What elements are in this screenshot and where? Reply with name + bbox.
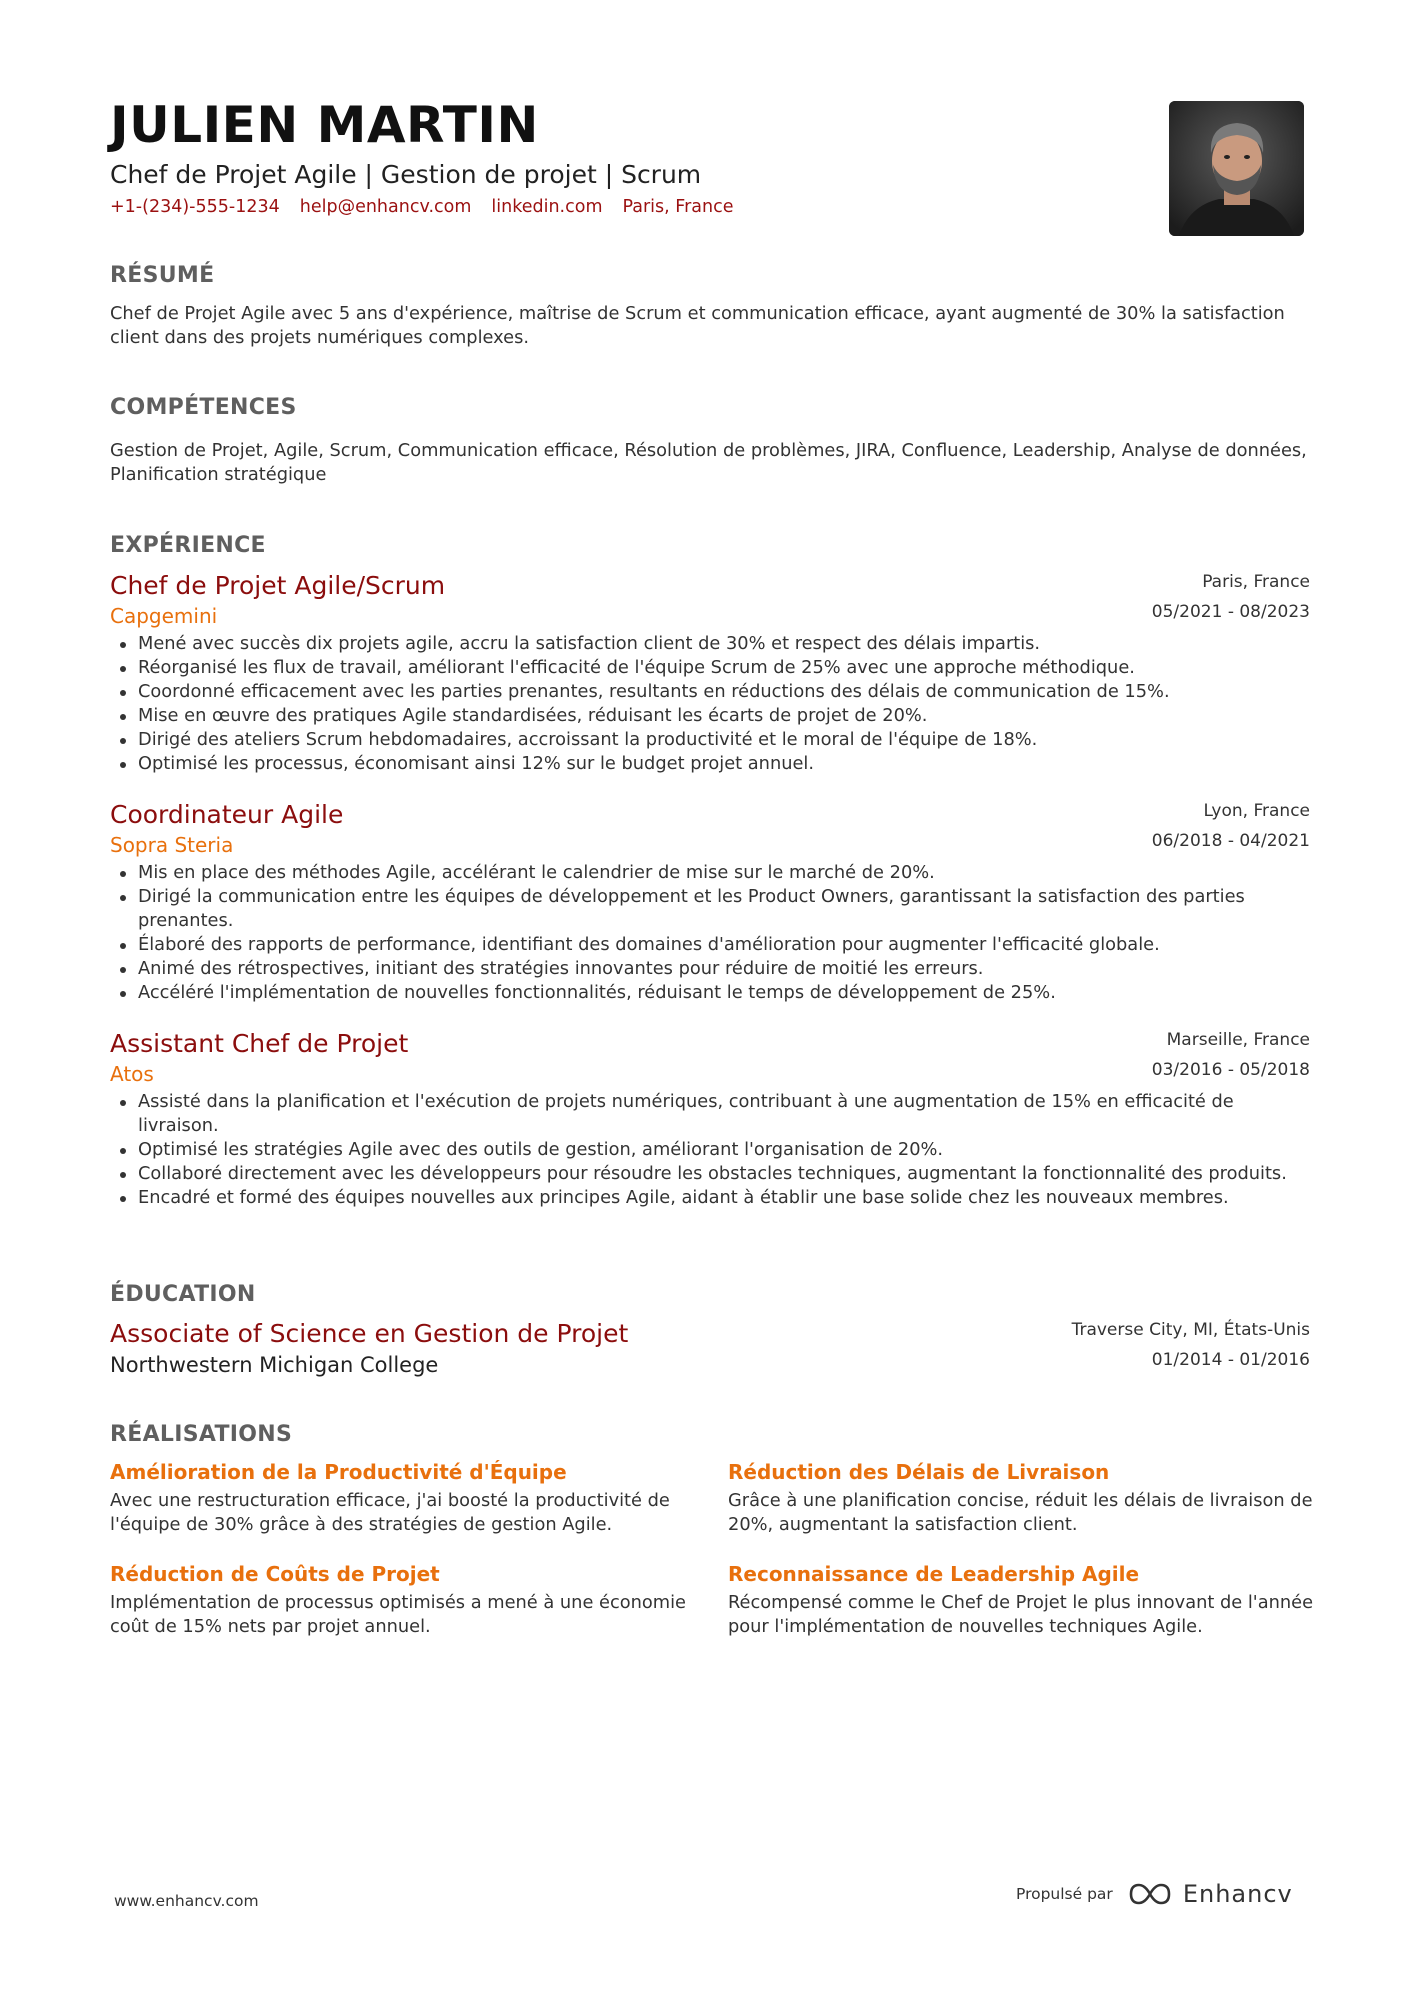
section-title-summary: RÉSUMÉ xyxy=(110,263,215,288)
candidate-name: JULIEN MARTIN xyxy=(110,96,539,154)
bullet-item: Mis en place des méthodes Agile, accélérant le calendrier de mise sur le marché de 20%. xyxy=(110,861,1310,885)
achievement-title: Amélioration de la Productivité d'Équipe xyxy=(110,1460,567,1484)
bullet-item: Optimisé les processus, économisant ainsi 12% sur le budget projet annuel. xyxy=(110,752,1310,776)
job-location: Lyon, France xyxy=(1203,801,1310,821)
bullet-item: Accéléré l'implémentation de nouvelles fonctionnalités, réduisant le temps de développement de 25%. xyxy=(110,981,1310,1005)
achievement-item xyxy=(110,1458,700,1537)
achievement-title: Reconnaissance de Leadership Agile xyxy=(728,1562,1140,1586)
education-location: Traverse City, MI, États-Unis xyxy=(1071,1320,1310,1340)
profile-photo xyxy=(1169,101,1304,236)
linkedin-link[interactable]: linkedin.com xyxy=(491,197,603,217)
bullet-item: Assisté dans la planification et l'exécution de projets numériques, contribuant à une augmentation de 15% en efficacité de livraison. xyxy=(110,1090,1310,1138)
bullet-item: Mené avec succès dix projets agile, accru la satisfaction client de 30% et respect des délais impartis. xyxy=(110,632,1310,656)
candidate-subtitle: Chef de Projet Agile | Gestion de projet | Scrum xyxy=(110,160,702,189)
section-title-achievements: RÉALISATIONS xyxy=(110,1422,293,1447)
experience-entry xyxy=(110,570,1310,776)
phone-link[interactable]: +1-(234)-555-1234 xyxy=(110,197,280,217)
brand-name: Enhancv xyxy=(1182,1880,1293,1908)
footer-website[interactable]: www.enhancv.com xyxy=(114,1892,259,1910)
degree-title: Associate of Science en Gestion de Projet xyxy=(110,1319,629,1348)
enhancv-logo-icon xyxy=(1127,1881,1173,1907)
job-company: Atos xyxy=(110,1062,154,1086)
skills-text: Gestion de Projet, Agile, Scrum, Communication efficace, Résolution de problèmes, JIRA, Confluence, Leadership, Analyse de données, Planification stratégique xyxy=(110,440,1307,485)
job-title: Chef de Projet Agile/Scrum xyxy=(110,571,446,600)
job-dates: 05/2021 - 08/2023 xyxy=(1151,602,1310,622)
experience-entry xyxy=(110,1028,1310,1210)
bullet-item: Dirigé des ateliers Scrum hebdomadaires, accroissant la productivité et le moral de l'équipe de 18%. xyxy=(110,728,1310,752)
bullet-item: Élaboré des rapports de performance, identifiant des domaines d'amélioration pour augmenter l'efficacité globale. xyxy=(110,933,1310,957)
footer-branding xyxy=(1016,1880,1293,1908)
job-title: Assistant Chef de Projet xyxy=(110,1029,409,1058)
email-link[interactable]: help@enhancv.com xyxy=(299,197,472,217)
achievement-desc: Implémentation de processus optimisés a mené à une économie coût de 15% nets par projet annuel. xyxy=(110,1592,686,1637)
education-entry xyxy=(110,1318,1310,1379)
bullet-item: Coordonné efficacement avec les parties prenantes, resultants en réductions des délais de communication de 15%. xyxy=(110,680,1310,704)
bullet-item: Encadré et formé des équipes nouvelles aux principes Agile, aidant à établir une base solide chez les nouveaux membres. xyxy=(110,1186,1310,1210)
experience-entry xyxy=(110,799,1310,1005)
location-text: Paris, France xyxy=(622,197,734,217)
job-dates: 03/2016 - 05/2018 xyxy=(1151,1060,1310,1080)
section-title-experience: EXPÉRIENCE xyxy=(110,533,266,558)
bullet-item: Collaboré directement avec les développeurs pour résoudre les obstacles techniques, augmentant la fonctionnalité des produits. xyxy=(110,1162,1310,1186)
achievement-desc: Récompensé comme le Chef de Projet le plus innovant de l'année pour l'implémentation de nouvelles techniques Agile. xyxy=(728,1592,1314,1637)
summary-text: Chef de Projet Agile avec 5 ans d'expérience, maîtrise de Scrum et communication efficace, ayant augmenté de 30% la satisfaction client dans des projets numériques complexes. xyxy=(110,303,1285,348)
job-bullets xyxy=(110,632,1310,776)
achievement-item xyxy=(728,1458,1318,1537)
bullet-item: Dirigé la communication entre les équipes de développement et les Product Owners, garantissant la satisfaction des parties prenantes. xyxy=(110,885,1310,933)
achievement-title: Réduction de Coûts de Projet xyxy=(110,1562,440,1586)
job-dates: 06/2018 - 04/2021 xyxy=(1151,831,1310,851)
achievement-desc: Avec une restructuration efficace, j'ai boosté la productivité de l'équipe de 30% grâce à des stratégies de gestion Agile. xyxy=(110,1490,670,1535)
job-bullets xyxy=(110,861,1310,1005)
job-company: Sopra Steria xyxy=(110,833,234,857)
achievement-desc: Grâce à une planification concise, réduit les délais de livraison de 20%, augmentant la satisfaction client. xyxy=(728,1490,1313,1535)
bullet-item: Optimisé les stratégies Agile avec des outils de gestion, améliorant l'organisation de 20%. xyxy=(110,1138,1310,1162)
header xyxy=(110,96,1310,217)
school-name: Northwestern Michigan College xyxy=(110,1353,439,1377)
achievement-title: Réduction des Délais de Livraison xyxy=(728,1460,1110,1484)
powered-by-label: Propulsé par xyxy=(1016,1885,1113,1903)
bullet-item: Réorganisé les flux de travail, améliorant l'efficacité de l'équipe Scrum de 25% avec une approche méthodique. xyxy=(110,656,1310,680)
job-title: Coordinateur Agile xyxy=(110,800,344,829)
job-bullets xyxy=(110,1090,1310,1210)
section-title-skills: COMPÉTENCES xyxy=(110,395,297,420)
section-title-education: ÉDUCATION xyxy=(110,1282,256,1307)
job-company: Capgemini xyxy=(110,604,218,628)
job-location: Paris, France xyxy=(1202,572,1310,592)
bullet-item: Animé des rétrospectives, initiant des stratégies innovantes pour réduire de moitié les erreurs. xyxy=(110,957,1310,981)
achievement-item xyxy=(110,1560,700,1639)
achievement-item xyxy=(728,1560,1318,1639)
bullet-item: Mise en œuvre des pratiques Agile standardisées, réduisant les écarts de projet de 20%. xyxy=(110,704,1310,728)
education-dates: 01/2014 - 01/2016 xyxy=(1151,1350,1310,1370)
brand-logo[interactable] xyxy=(1127,1880,1293,1908)
job-location: Marseille, France xyxy=(1166,1030,1310,1050)
contact-line xyxy=(110,197,1310,217)
